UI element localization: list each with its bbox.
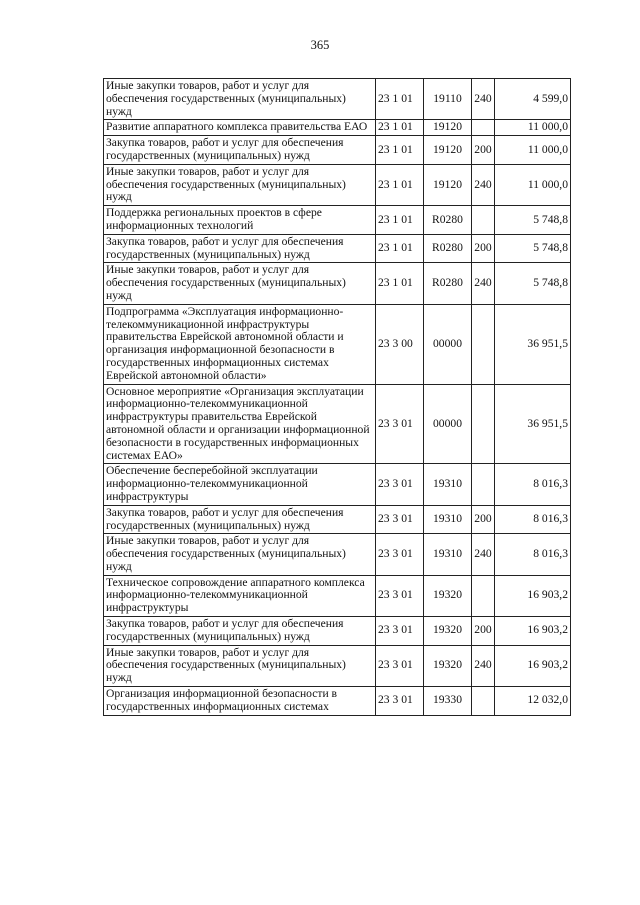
row-expense-kind: 200	[472, 136, 495, 165]
row-name: Иные закупки товаров, работ и услуг для обеспечения государственных (муниципальных) нужд	[104, 164, 376, 205]
row-expense-kind: 240	[472, 79, 495, 120]
row-amount: 36 951,5	[495, 304, 571, 384]
row-name: Обеспечение бесперебойной эксплуатации информационно-телекоммуникационной инфраструктуры	[104, 464, 376, 505]
row-section-code: 23 1 01	[376, 120, 424, 136]
row-name: Закупка товаров, работ и услуг для обеспечения государственных (муниципальных) нужд	[104, 505, 376, 534]
row-target-article: 19310	[424, 505, 472, 534]
row-section-code: 23 3 01	[376, 645, 424, 686]
table-row	[104, 645, 571, 686]
table-row	[104, 575, 571, 616]
row-expense-kind	[472, 464, 495, 505]
row-target-article: 19120	[424, 164, 472, 205]
row-section-code: 23 3 01	[376, 617, 424, 646]
row-name: Иные закупки товаров, работ и услуг для обеспечения государственных (муниципальных) нужд	[104, 534, 376, 575]
row-target-article: R0280	[424, 234, 472, 263]
row-section-code: 23 3 00	[376, 304, 424, 384]
table-row	[104, 136, 571, 165]
row-amount: 8 016,3	[495, 505, 571, 534]
row-expense-kind: 240	[472, 164, 495, 205]
row-expense-kind	[472, 120, 495, 136]
row-section-code: 23 3 01	[376, 464, 424, 505]
row-amount: 12 032,0	[495, 687, 571, 716]
row-expense-kind: 200	[472, 234, 495, 263]
row-expense-kind: 240	[472, 534, 495, 575]
row-target-article: 19120	[424, 120, 472, 136]
row-target-article: R0280	[424, 263, 472, 304]
table-row	[104, 79, 571, 120]
row-amount: 36 951,5	[495, 384, 571, 464]
row-amount: 4 599,0	[495, 79, 571, 120]
row-amount: 8 016,3	[495, 464, 571, 505]
row-name: Иные закупки товаров, работ и услуг для обеспечения государственных (муниципальных) нужд	[104, 263, 376, 304]
row-name: Закупка товаров, работ и услуг для обеспечения государственных (муниципальных) нужд	[104, 617, 376, 646]
row-expense-kind: 240	[472, 645, 495, 686]
budget-table-body	[104, 79, 571, 716]
row-amount: 16 903,2	[495, 575, 571, 616]
row-section-code: 23 1 01	[376, 164, 424, 205]
table-row	[104, 464, 571, 505]
row-section-code: 23 1 01	[376, 206, 424, 235]
table-row	[104, 164, 571, 205]
page-number: 365	[310, 38, 330, 52]
row-target-article: 19320	[424, 617, 472, 646]
row-amount: 11 000,0	[495, 136, 571, 165]
row-expense-kind: 200	[472, 617, 495, 646]
row-target-article: 19330	[424, 687, 472, 716]
row-name: Иные закупки товаров, работ и услуг для обеспечения государственных (муниципальных) нужд	[104, 645, 376, 686]
row-target-article: 19120	[424, 136, 472, 165]
row-name: Закупка товаров, работ и услуг для обеспечения государственных (муниципальных) нужд	[104, 234, 376, 263]
row-amount: 8 016,3	[495, 534, 571, 575]
row-expense-kind	[472, 304, 495, 384]
row-name: Организация информационной безопасности в государственных информационных системах	[104, 687, 376, 716]
row-section-code: 23 1 01	[376, 79, 424, 120]
row-amount: 5 748,8	[495, 234, 571, 263]
row-target-article: 19110	[424, 79, 472, 120]
table-row	[104, 384, 571, 464]
row-section-code: 23 3 01	[376, 575, 424, 616]
table-row	[104, 687, 571, 716]
table-row	[104, 304, 571, 384]
row-section-code: 23 3 01	[376, 534, 424, 575]
row-section-code: 23 1 01	[376, 263, 424, 304]
row-section-code: 23 1 01	[376, 136, 424, 165]
row-target-article: 19310	[424, 534, 472, 575]
row-expense-kind	[472, 687, 495, 716]
row-amount: 16 903,2	[495, 617, 571, 646]
table-row	[104, 120, 571, 136]
row-amount: 5 748,8	[495, 263, 571, 304]
row-target-article: 00000	[424, 304, 472, 384]
row-name: Закупка товаров, работ и услуг для обеспечения государственных (муниципальных) нужд	[104, 136, 376, 165]
row-name: Развитие аппаратного комплекса правительства ЕАО	[104, 120, 376, 136]
row-amount: 16 903,2	[495, 645, 571, 686]
table-row	[104, 263, 571, 304]
budget-table	[103, 78, 571, 716]
table-row	[104, 617, 571, 646]
row-target-article: 19310	[424, 464, 472, 505]
row-name: Иные закупки товаров, работ и услуг для обеспечения государственных (муниципальных) нужд	[104, 79, 376, 120]
row-target-article: 19320	[424, 575, 472, 616]
row-target-article: R0280	[424, 206, 472, 235]
row-expense-kind	[472, 575, 495, 616]
row-target-article: 00000	[424, 384, 472, 464]
row-expense-kind: 200	[472, 505, 495, 534]
row-expense-kind: 240	[472, 263, 495, 304]
row-expense-kind	[472, 384, 495, 464]
row-amount: 5 748,8	[495, 206, 571, 235]
row-expense-kind	[472, 206, 495, 235]
row-name: Основное мероприятие «Организация эксплуатации информационно-телекоммуникационной инфраструктуры правительства Еврейской автономной области и организации информационной безопасности в государственных информационных системах ЕАО»	[104, 384, 376, 464]
table-row	[104, 534, 571, 575]
row-name: Техническое сопровождение аппаратного комплекса информационно-телекоммуникационной инфраструктуры	[104, 575, 376, 616]
row-section-code: 23 3 01	[376, 687, 424, 716]
table-row	[104, 234, 571, 263]
row-amount: 11 000,0	[495, 120, 571, 136]
row-amount: 11 000,0	[495, 164, 571, 205]
table-row	[104, 505, 571, 534]
row-section-code: 23 1 01	[376, 234, 424, 263]
row-section-code: 23 3 01	[376, 505, 424, 534]
row-section-code: 23 3 01	[376, 384, 424, 464]
row-name: Поддержка региональных проектов в сфере информационных технологий	[104, 206, 376, 235]
row-target-article: 19320	[424, 645, 472, 686]
table-row	[104, 206, 571, 235]
row-name: Подпрограмма «Эксплуатация информационно-телекоммуникационной инфраструктуры правительства Еврейской автономной области и организация информационной безопасности в государственных информационных системах Еврейской автономной области»	[104, 304, 376, 384]
